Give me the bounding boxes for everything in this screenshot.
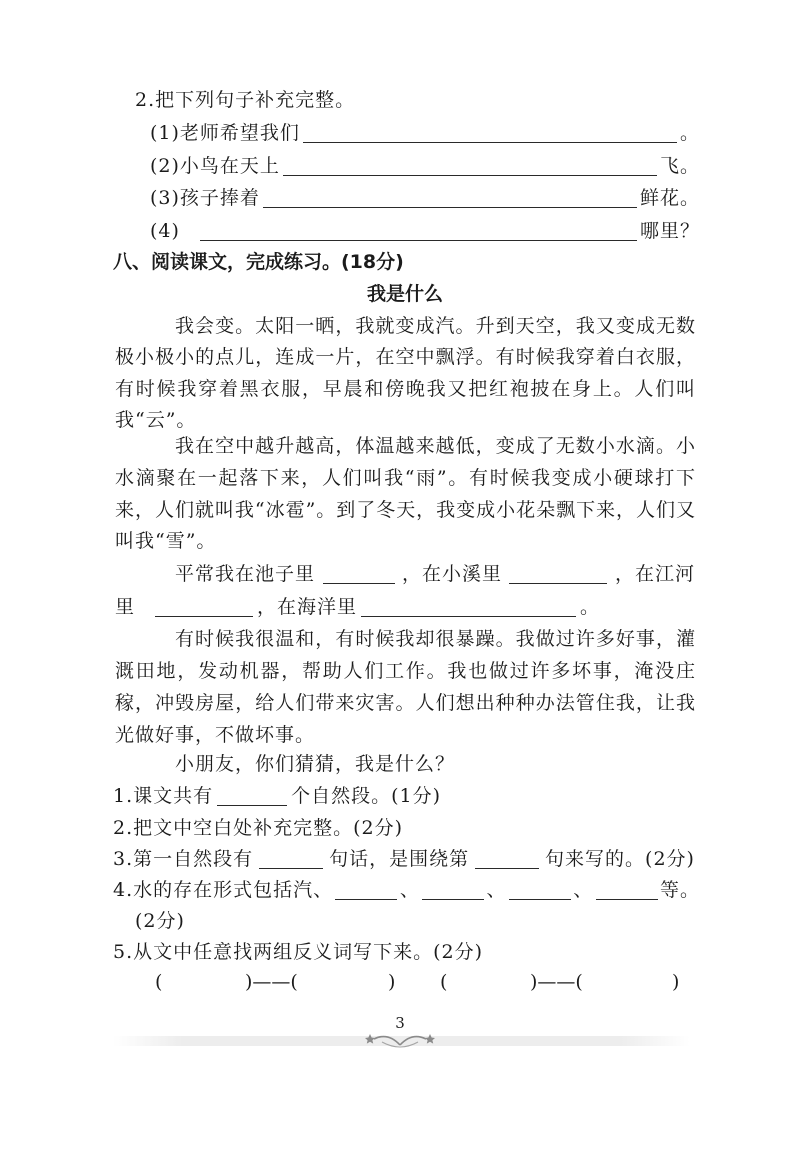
answer-blank [596, 876, 658, 900]
fill-in-item-ending: 鲜花。 [639, 187, 700, 209]
paragraph-3-text: ，在小溪里 [401, 563, 502, 585]
paragraph-4-line: 有时候我很温和，有时候我却很暴躁。我做过许多好事，灌 [175, 628, 695, 650]
answer-blank [509, 560, 607, 584]
paragraph-4-line: 光做好事，不做坏事。 [115, 724, 316, 746]
question-4-points: (2分) [135, 910, 185, 932]
fill-in-item-ending: 哪里？ [639, 220, 700, 242]
paragraph-2-line: 叫我“雪”。 [115, 530, 217, 552]
answer-blank [422, 876, 484, 900]
antonym-pair-dash: )——( [245, 971, 298, 993]
question-text: 句来写的。(2分) [545, 848, 695, 870]
paragraph-3-line-2 [115, 593, 600, 621]
question-text: 个自然段。(1分) [291, 785, 442, 807]
question-text: 4.水的存在形式包括汽、 [113, 879, 334, 901]
paragraph-3-text: ，在江河 [614, 563, 695, 585]
fill-in-item-ending: 飞。 [659, 155, 700, 177]
fill-in-item-text: (3)孩子捧着 [150, 187, 260, 209]
paragraph-3-text: 。 [580, 596, 601, 618]
question-5: 5.从文中任意找两组反义词写下来。(2分) [113, 941, 484, 963]
paragraph-4-line: 溉田地，发动机器，帮助人们工作。我也做过许多坏事，淹没庄 [115, 660, 695, 682]
answer-blank [283, 152, 657, 176]
antonym-bracket-open: ( [440, 971, 448, 993]
fill-in-item-4 [150, 217, 700, 245]
answer-blank [475, 845, 539, 869]
page-number: 3 [395, 1014, 405, 1032]
antonym-bracket-close: ) [672, 971, 680, 993]
answer-blank [335, 876, 397, 900]
answer-blank [200, 217, 637, 241]
answer-blank [303, 119, 677, 143]
antonym-bracket-open: ( [155, 971, 163, 993]
fill-in-title: 2.把下列句子补充完整。 [135, 89, 356, 111]
antonym-pair-dash: )——( [530, 971, 583, 993]
answer-blank [509, 876, 571, 900]
paragraph-1-line: 极小极小的点儿，连成一片，在空中飘浮。有时候我穿着白衣服， [115, 346, 695, 368]
paragraph-1-line: 我会变。太阳一晒，我就变成汽。升到天空，我又变成无数 [175, 315, 695, 337]
question-text: 1.课文共有 [113, 785, 214, 807]
fill-in-item-1 [150, 119, 700, 147]
question-2: 2.把文中空白处补充完整。(2分) [113, 817, 404, 839]
question-text: 3.第一自然段有 [113, 848, 254, 870]
answer-blank [155, 593, 253, 617]
question-3 [113, 845, 695, 873]
paragraph-3-text: 里 [115, 596, 136, 618]
fill-in-item-2 [150, 152, 700, 180]
section-heading: 八、阅读课文，完成练习。(18分) [113, 251, 404, 273]
question-text: 句话，是围绕第 [329, 848, 470, 870]
paragraph-2-line: 我在空中越升越高，体温越来越低，变成了无数小水滴。小 [175, 435, 695, 457]
question-separator: 、 [399, 879, 420, 901]
answer-blank [323, 560, 395, 584]
paragraph-5: 小朋友，你们猜猜，我是什么？ [175, 753, 456, 775]
fill-in-item-text: (4) [150, 220, 180, 242]
fill-in-item-text: (1)老师希望我们 [150, 122, 300, 144]
paragraph-3-text: ，在海洋里 [257, 596, 358, 618]
paragraph-3-text: 平常我在池子里 [175, 563, 316, 585]
answer-blank [361, 593, 576, 617]
question-4 [113, 876, 700, 904]
answer-blank [263, 184, 637, 208]
answer-blank [259, 845, 323, 869]
answer-blank [217, 782, 287, 806]
question-separator: 、 [573, 879, 594, 901]
fill-in-item-3 [150, 184, 700, 212]
passage-title: 我是什么 [366, 283, 443, 305]
paragraph-2-line: 水滴聚在一起落下来，人们叫我“雨”。有时候我变成小硬球打下 [115, 467, 695, 489]
paragraph-1-line: 有时候我穿着黑衣服，早晨和傍晚我又把红袍披在身上。人们叫 [115, 378, 695, 400]
fill-in-item-text: (2)小鸟在天上 [150, 155, 280, 177]
question-text: 等。 [659, 879, 700, 901]
question-separator: 、 [486, 879, 507, 901]
antonym-bracket-close: ) [388, 971, 396, 993]
question-1 [113, 782, 441, 810]
paragraph-3-line-1 [175, 560, 695, 588]
paragraph-4-line: 稼，冲毁房屋，给人们带来灾害。人们想出种种办法管住我，让我 [115, 692, 695, 714]
paragraph-2-line: 来，人们就叫我“冰雹”。到了冬天，我变成小花朵飘下来，人们又 [115, 499, 695, 521]
paragraph-1-line: 我“云”。 [115, 409, 197, 431]
fill-in-item-ending: 。 [679, 122, 700, 144]
